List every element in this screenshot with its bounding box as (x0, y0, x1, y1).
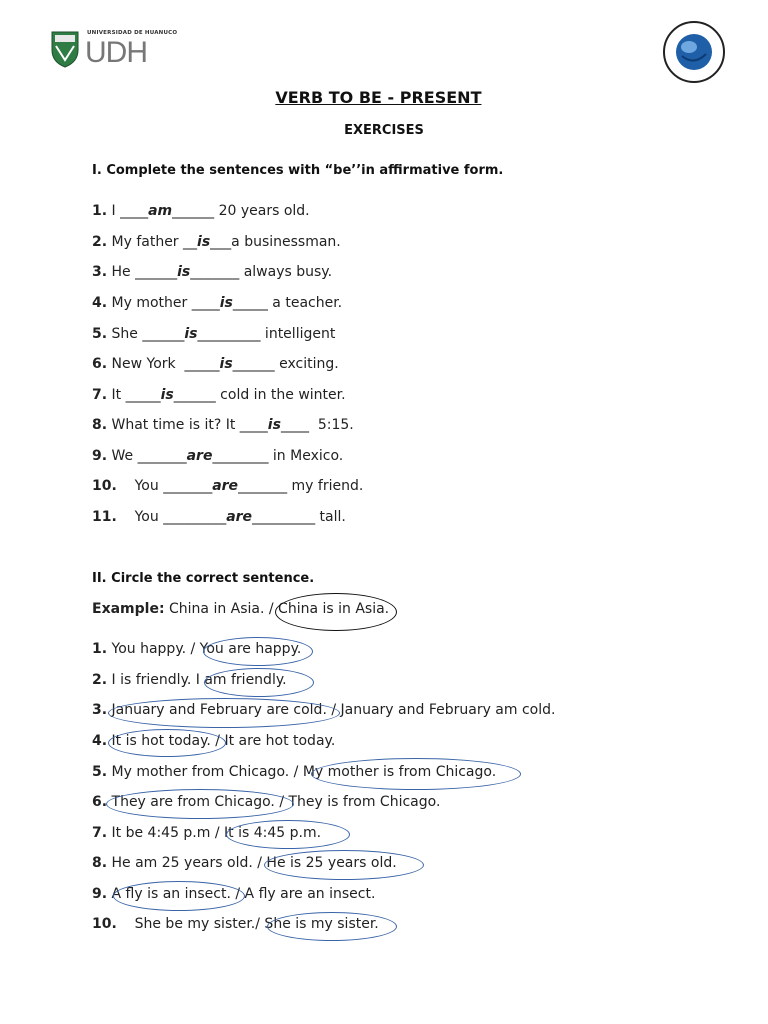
item-text: We _______ (107, 448, 187, 464)
item-answer: are (186, 448, 213, 464)
item-number: 1. (92, 641, 108, 657)
item-number: 4. (92, 733, 108, 749)
exercise-1-item (92, 417, 354, 433)
item-answer: is (267, 417, 281, 433)
item-answer: are (212, 478, 239, 494)
university-shield-icon (50, 30, 80, 68)
item-text: New York _____ (107, 356, 220, 372)
item-text: She be my sister./ She is my sister. (116, 916, 379, 932)
item-text: It is hot today. / It are hot today. (107, 733, 336, 749)
item-number: 10. (92, 478, 117, 494)
item-text: I is friendly. I am friendly. (107, 672, 287, 688)
item-text: My mother ____ (107, 295, 220, 311)
exercise-1-item (92, 478, 363, 494)
example-line: Example: China in Asia. / China is in Asia. (92, 601, 390, 617)
item-text: My father __ (107, 234, 198, 250)
exercise-1-item (92, 234, 341, 250)
item-text: My mother from Chicago. / My mother is from Chicago. (107, 764, 497, 780)
item-answer: is (197, 234, 211, 250)
item-text: It _____ (107, 387, 161, 403)
item-number: 8. (92, 855, 108, 871)
item-text: You _________ (116, 509, 227, 525)
answer-circle-4 (108, 729, 226, 757)
exercise-1-item (92, 264, 332, 280)
item-number: 10. (92, 916, 117, 932)
item-text: It be 4:45 p.m / It is 4:45 p.m. (107, 825, 322, 841)
udh-logo (50, 28, 178, 74)
answer-circle-2 (204, 668, 314, 697)
item-text: He am 25 years old. / He is 25 years old. (107, 855, 397, 871)
exercise-1-item (92, 509, 346, 525)
item-answer: am (148, 203, 173, 219)
item-text: A fly is an insect. / A fly are an insect. (107, 886, 376, 902)
item-number: 7. (92, 825, 108, 841)
item-number: 6. (92, 794, 108, 810)
answer-circle-8 (264, 850, 424, 880)
item-text: ___a businessman. (210, 234, 341, 250)
page-subtitle: EXERCISES (344, 123, 424, 138)
item-text: ________ in Mexico. (212, 448, 344, 464)
language-center-seal-icon (662, 20, 726, 84)
item-text: He ______ (107, 264, 178, 280)
item-answer: is (184, 326, 198, 342)
university-acronym: UDH (85, 36, 147, 69)
item-text: What time is it? It ____ (107, 417, 268, 433)
exercise-1-item (92, 448, 343, 464)
item-number: 6. (92, 356, 108, 372)
answer-circle-3 (108, 698, 340, 728)
answer-circle-6 (106, 789, 294, 819)
item-number: 11. (92, 509, 117, 525)
section-2-heading: II. Circle the correct sentence. (92, 571, 315, 586)
item-text: I ____ (107, 203, 149, 219)
university-name: UNIVERSIDAD DE HUANUCO (87, 30, 178, 36)
exercise-1-item (92, 295, 342, 311)
answer-circle-10 (267, 912, 397, 941)
item-text: _____ a teacher. (232, 295, 343, 311)
exercise-1-item (92, 203, 310, 219)
item-number: 3. (92, 264, 108, 280)
example-circle (275, 593, 397, 631)
section-1-heading: I. Complete the sentences with “be’’in affirmative form. (92, 163, 504, 178)
item-number: 4. (92, 295, 108, 311)
item-answer: is (177, 264, 191, 280)
item-text: _________ intelligent (197, 326, 336, 342)
item-answer: is (219, 295, 233, 311)
item-text: ______ 20 years old. (172, 203, 310, 219)
item-text: You _______ (116, 478, 213, 494)
item-number: 8. (92, 417, 108, 433)
item-text: ____ 5:15. (280, 417, 354, 433)
item-answer: is (160, 387, 174, 403)
item-number: 2. (92, 234, 108, 250)
item-text: ______ exciting. (232, 356, 339, 372)
item-text: They are from Chicago. / They is from Chicago. (107, 794, 441, 810)
exercise-1-item (92, 356, 339, 372)
exercise-1-item (92, 326, 335, 342)
item-number: 3. (92, 702, 108, 718)
item-text: ______ cold in the winter. (173, 387, 346, 403)
item-text: _________ tall. (252, 509, 346, 525)
item-number: 5. (92, 764, 108, 780)
item-number: 7. (92, 387, 108, 403)
item-text: _______ always busy. (190, 264, 333, 280)
answer-circle-5 (311, 758, 521, 790)
item-text: January and February are cold. / January and February am cold. (107, 702, 556, 718)
answer-circle-9 (113, 881, 245, 911)
item-number: 9. (92, 886, 108, 902)
answer-circle-7 (226, 820, 350, 849)
item-number: 2. (92, 672, 108, 688)
item-text: You happy. / You are happy. (107, 641, 302, 657)
item-text: _______ my friend. (238, 478, 364, 494)
item-number: 9. (92, 448, 108, 464)
item-answer: is (219, 356, 233, 372)
exercise-1-item (92, 387, 346, 403)
item-answer: are (226, 509, 253, 525)
item-text: She ______ (107, 326, 185, 342)
item-number: 5. (92, 326, 108, 342)
item-number: 1. (92, 203, 108, 219)
page-title: VERB TO BE - PRESENT (275, 88, 482, 107)
answer-circle-1 (203, 637, 313, 666)
